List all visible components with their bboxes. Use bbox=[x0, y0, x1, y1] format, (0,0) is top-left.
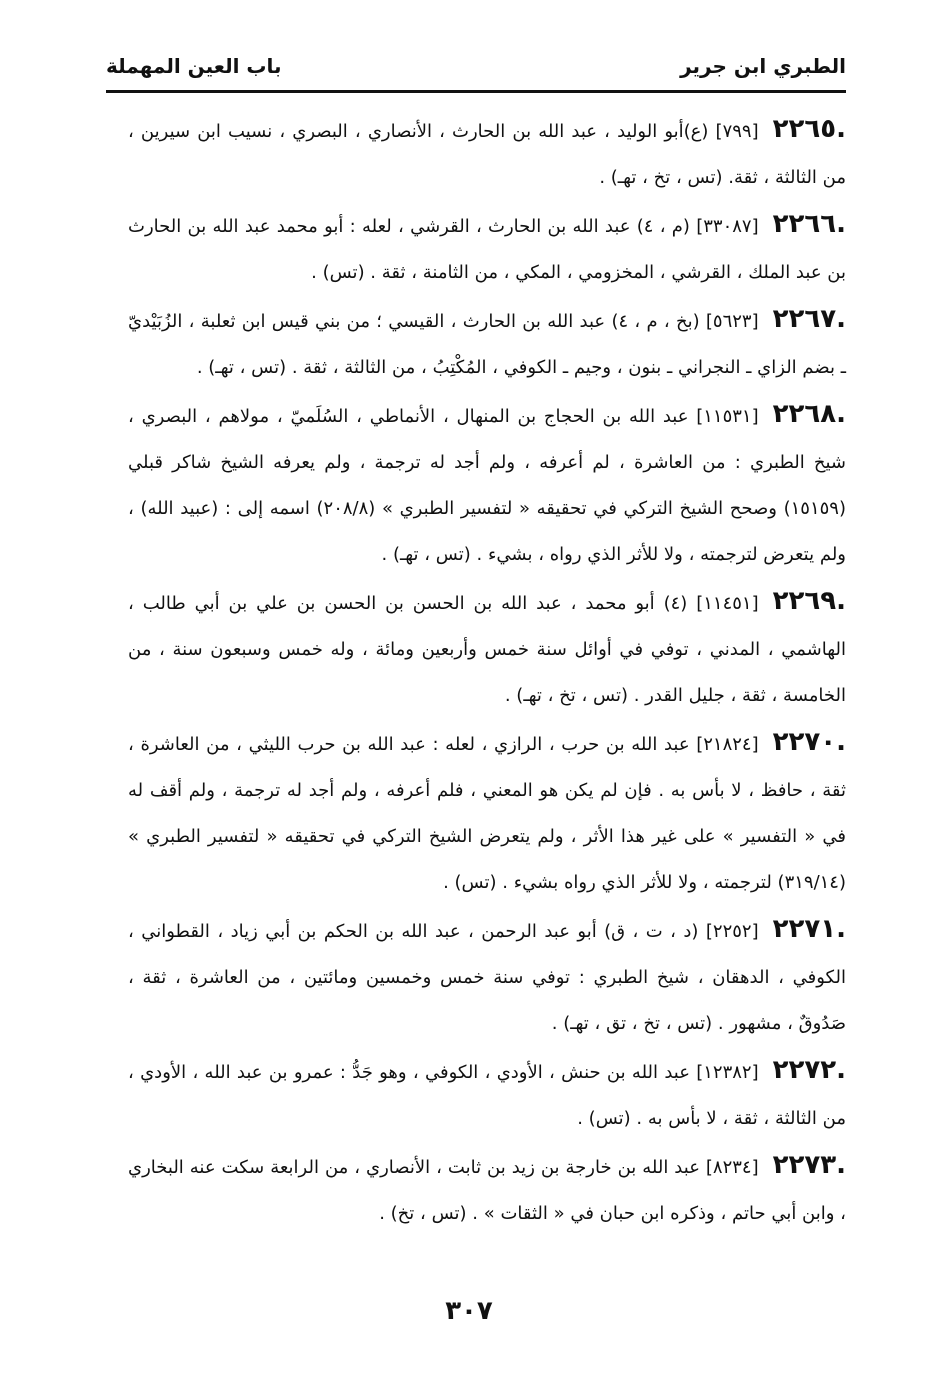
entries-list bbox=[128, 106, 846, 1237]
entry-number: ٢٢٦٨. bbox=[772, 399, 846, 429]
entry-text: [٢١٨٢٤] عبد الله بن حرب ، الرازي ، لعله : عبد الله بن حرب الليثي ، من العاشرة ، ثقة ، حافظ ، لا بأس به . فإن لم يكن هو المعني ، فلم أعرفه ، ولم أجد له ترجمة ، ولم أقف له في « التفسير » على غير هذا الأثر ، ولم يتعرض الشيخ التركي في تحقيقه « لتفسير الطبري » (٣١٩/١٤) لترجمته ، ولا للأثر الذي رواه بشيء . (تس) . bbox=[128, 734, 846, 893]
entry bbox=[128, 106, 846, 201]
entry-text: [٢٢٥٢] (د ، ت ، ق) أبو عبد الرحمن ، عبد الله بن الحكم بن أبي زياد ، القطواني ، الكوفي ، الدهقان ، شيخ الطبري : توفي سنة خمس وخمسين ومائتين ، من العاشرة ، ثقة ، صَدُوقٌ ، مشهور . (تس ، تخ ، تق ، تهـ) . bbox=[128, 921, 846, 1034]
entry-text: [١١٤٥١] (٤) أبو محمد ، عبد الله بن الحسن بن الحسن بن علي بن أبي طالب ، الهاشمي ، المدني ، توفي في أوائل سنة خمس وأربعين ومائة ، وله خمس وسبعون سنة ، من الخامسة ، ثقة ، جليل القدر . (تس ، تخ ، تهـ) . bbox=[128, 593, 846, 706]
entry bbox=[128, 391, 846, 578]
entry-number: ٢٢٧٠. bbox=[772, 727, 846, 757]
entry-number: ٢٢٧٣. bbox=[772, 1150, 846, 1180]
entry bbox=[128, 719, 846, 906]
entry-number: ٢٢٦٥. bbox=[772, 114, 846, 144]
book-title: الطبري ابن جرير bbox=[680, 54, 846, 78]
entry-text: [١١٥٣١] عبد الله بن الحجاج بن المنهال ، الأنماطي ، السُلَميّ ، مولاهم ، البصري ، شيخ الطبري : من العاشرة ، لم أعرفه ، ولم أجد له ترجمة ، ولم يعرفه الشيخ شاكر قبلي (١٥١٥٩) وصحح الشيخ التركي في تحقيقه « لتفسير الطبري » (٢٠٨/٨) اسمه إلى : (عبيد الله) ، ولم يتعرض لترجمته ، ولا للأثر الذي رواه ، بشيء . (تس ، تهـ) . bbox=[128, 406, 846, 565]
entry-number: ٢٢٧١. bbox=[772, 914, 846, 944]
entry bbox=[128, 296, 846, 391]
entry bbox=[128, 201, 846, 296]
entry-text: [٧٩٩] (ع)أبو الوليد ، عبد الله بن الحارث ، الأنصاري ، البصري ، نسيب ابن سيرين ، من الثالثة ، ثقة. (تس ، تخ ، تهـ) . bbox=[128, 121, 846, 188]
entry-number: ٢٢٦٧. bbox=[772, 304, 846, 334]
entry bbox=[128, 1142, 846, 1237]
entry-text: [٥٦٢٣] (بخ ، م ، ٤) عبد الله بن الحارث ، القيسي ؛ من بني قيس ابن ثعلبة ، الزُبَيْديّ ـ بضم الزاي ـ النجراني ـ بنون ، وجيم ـ الكوفي ، المُكْتِبُ ، من الثالثة ، ثقة . (تس ، تهـ) . bbox=[128, 311, 846, 378]
running-header bbox=[106, 40, 846, 93]
entry bbox=[128, 578, 846, 719]
chapter-title: باب العين المهملة bbox=[106, 54, 282, 78]
entry-text: [٣٣٠٨٧] (م ، ٤) عبد الله بن الحارث ، القرشي ، لعله : أبو محمد عبد الله بن الحارث بن عبد الملك ، القرشي ، المخزومي ، المكي ، من الثامنة ، ثقة . (تس) . bbox=[128, 216, 846, 283]
entry-number: ٢٢٦٩. bbox=[772, 586, 846, 616]
page-number: ٣٠٧ bbox=[445, 1296, 493, 1326]
entry-number: ٢٢٧٢. bbox=[772, 1055, 846, 1085]
entry-text: [٨٢٣٤] عبد الله بن خارجة بن زيد بن ثابت ، الأنصاري ، من الرابعة سكت عنه البخاري ، وابن أبي حاتم ، وذكره ابن حبان في « الثقات » . (تس ، تخ) . bbox=[128, 1157, 846, 1224]
entry-text: [١٢٣٨٢] عبد الله بن حنش ، الأودي ، الكوفي ، وهو جَدُّ : عمرو بن عبد الله ، الأودي ، من الثالثة ، ثقة ، لا بأس به . (تس) . bbox=[128, 1062, 846, 1129]
entry bbox=[128, 906, 846, 1047]
entry-number: ٢٢٦٦. bbox=[772, 209, 846, 239]
entry bbox=[128, 1047, 846, 1142]
